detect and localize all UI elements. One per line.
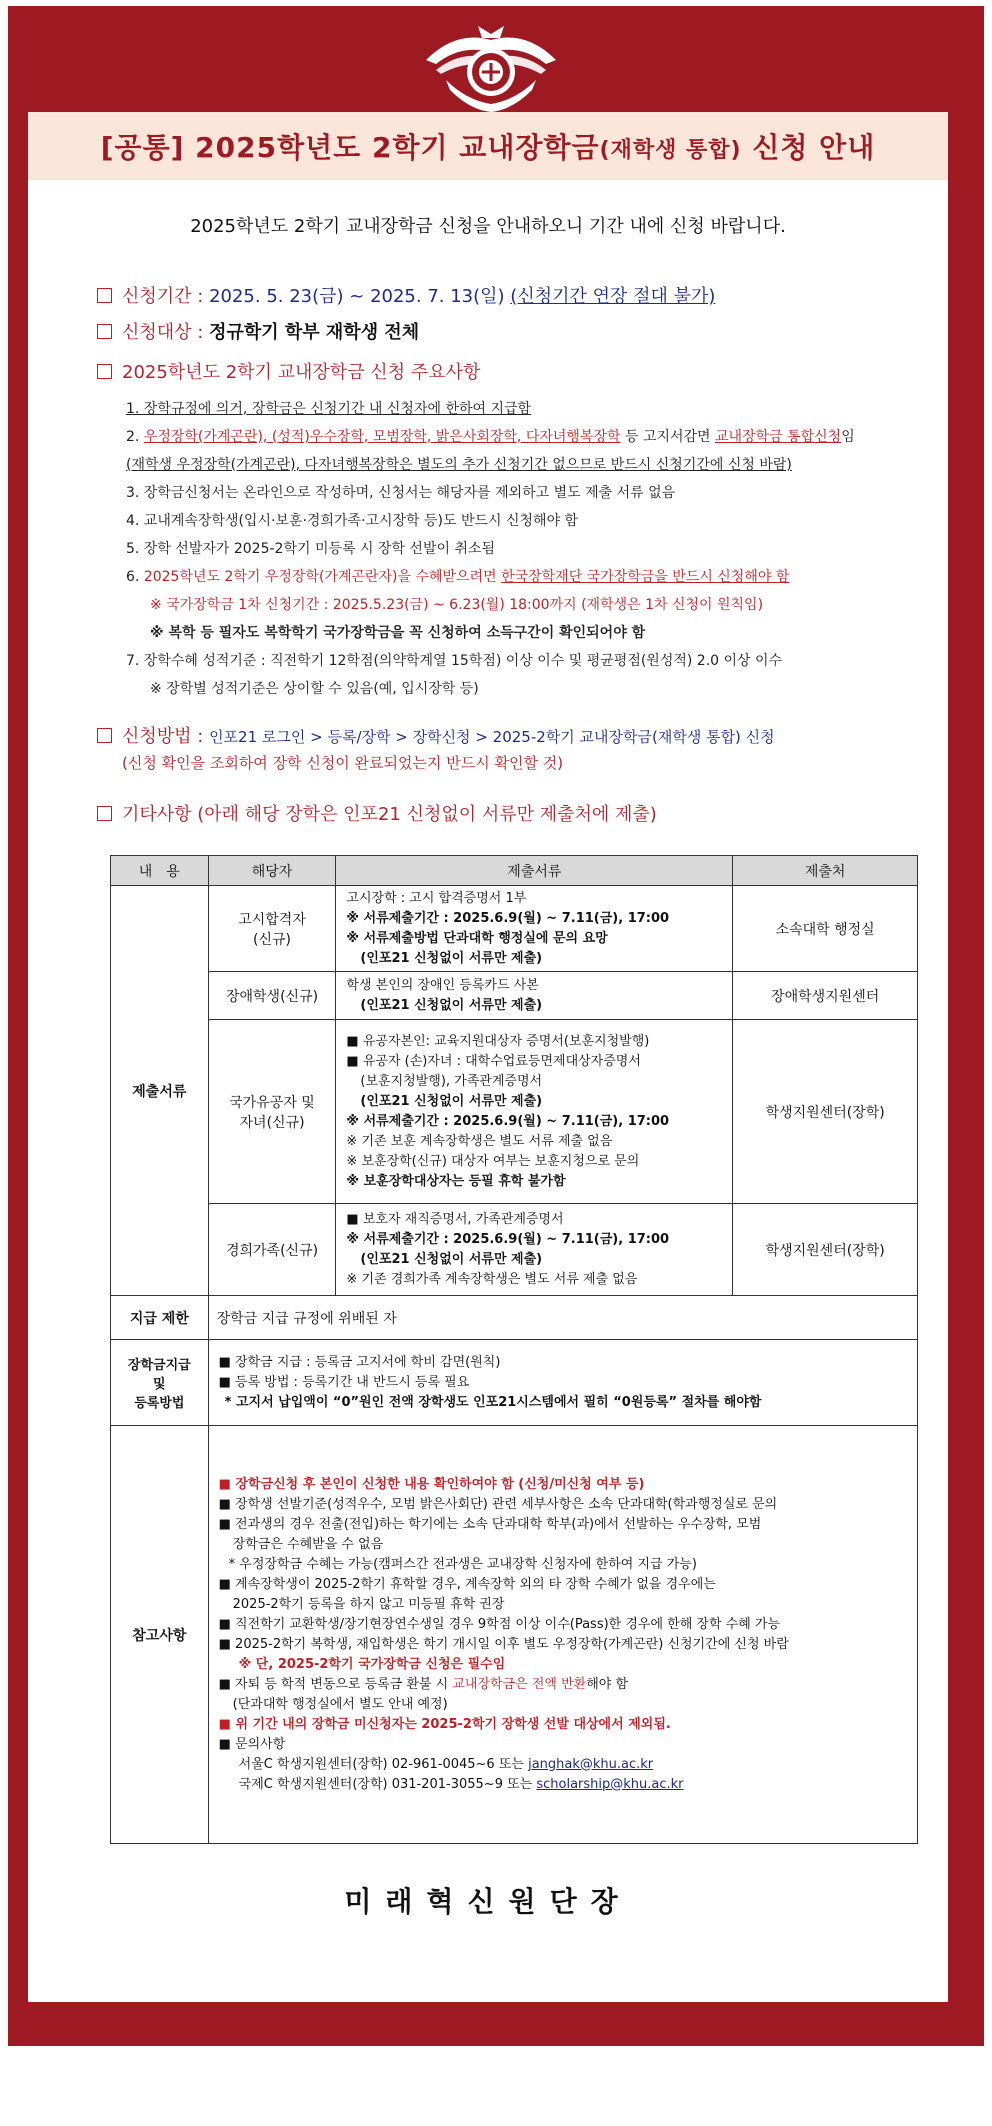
checkbox-icon (97, 806, 112, 821)
checkbox-icon (97, 728, 112, 743)
limit-text: 장학금 지급 규정에 위배된 자 (208, 1296, 917, 1340)
table-header: 내 용 (111, 856, 209, 886)
checkbox-icon (97, 324, 112, 339)
table-row (111, 1020, 918, 1204)
row-place: 소속대학 행정실 (733, 886, 918, 972)
global-email-link[interactable]: scholarship@khu.ac.kr (536, 1776, 684, 1792)
item-4: 4. 교내계속장학생(입시·보훈·경희가족·고시장학 등)도 반드시 신청해야 함 (126, 513, 579, 529)
item-7-sub: ※ 장학별 성적기준은 상이할 수 있음(예, 입시장학 등) (150, 681, 479, 697)
row-who: 국가유공자 및 자녀(신규) (208, 1020, 336, 1204)
signature: 미래혁신원단장 (344, 1885, 632, 1918)
table-row (111, 1426, 918, 1844)
university-emblem-icon (416, 20, 566, 116)
row-docs: ■ 보호자 재직증명서, 가족관계증명서 ※ 서류제출기간 : 2025.6.9(월) ~ 7.11(금), 17:00 (인포21 신청없이 서류만 제출) ※ 기존 경희가족 계속장학생은 별도 서류 제출 없음 (336, 1204, 733, 1296)
checkbox-icon (97, 288, 112, 303)
row-place: 학생지원센터(장학) (733, 1204, 918, 1296)
ref-details: ■ 장학금신청 후 본인이 신청한 내용 확인하여야 함 (신청/미신청 여부 등) ■ 장학생 선발기준(성적우수, 모범 밝은사회단) 관련 세부사항은 소속 단과대학(학과행정실로 문의 ■ 전과생의 경우 전출(전입)하는 학기에는 소속 단과대학 학부(과)에서 선발하는 우수장학, 모범 장학금은 수혜받을 수 없음 * 우정장학금 수혜는 가능(캠퍼스간 전과생은 교내장학 신청자에 한하여 지급 가능) ■ 계속장학생이 2025-2학기 휴학할 경우, 계속장학 외의 타 장학 수혜가 없을 경우에는 2025-2학기 등록을 하지 않고 미등필 휴학 권장 ■ 직전학기 교환학생/장기현장연수생일 경우 9학점 이상 이수(Pass)한 경우에 한해 장학 수혜 가능 ■ 2025-2학기 복학생, 재입학생은 학기 개시일 이후 별도 우정장학(가계곤란) 신청기간에 신청 바람 ※ 단, 2025-2학기 국가장학금 신청은 필수임 ■ 자퇴 등 학적 변동으로 등록금 환불 시 교내장학금은 전액 반환해야 함 (단과대학 행정실에서 별도 안내 예정) ■ 위 기간 내의 장학금 미신청자는 2025-2학기 장학생 선발 대상에서 제외됨. ■ 문의사항 서울C 학생지원센터(장학) 02-961-0045~6 또는 janghak@khu.ac.kr 국제C 학생지원센터(장학) 031-201-3055~9 또는 scholarship@khu.ac.kr (208, 1426, 917, 1844)
item-2: 2. 우정장학(가계곤란), (성적)우수장학, 모범장학, 밝은사회장학, 다자녀행복장학 등 고지서감면 교내장학금 통합신청임 (126, 429, 855, 445)
item-3: 3. 장학금신청서는 온라인으로 작성하며, 신청서는 해당자를 제외하고 별도 제출 서류 없음 (126, 485, 676, 501)
section-etc: 기타사항 (아래 해당 장학은 인포21 신청없이 서류만 제출처에 제출) (97, 800, 657, 826)
pay-details: ■ 장학금 지급 : 등록금 고지서에 학비 감면(원칙) ■ 등록 방법 : 등록기간 내 반드시 등록 필요 * 고지서 납입액이 “0”원인 전액 장학생도 인포21시스템에서 필히 “0원등록” 절차를 해야함 (208, 1340, 917, 1426)
row-place: 장애학생지원센터 (733, 972, 918, 1020)
item-6-sub2: ※ 복학 등 필자도 복학학기 국가장학금을 꼭 신청하여 소득구간이 확인되어야 함 (150, 625, 646, 641)
table-row (111, 1296, 918, 1340)
section-main-heading: 2025학년도 2학기 교내장학금 신청 주요사항 (97, 358, 480, 384)
item-1: 1. 장학규정에 의거, 장학금은 신청기간 내 신청자에 한하여 지급함 (126, 401, 532, 417)
ref-label: 참고사항 (111, 1426, 209, 1844)
method-note: (신청 확인을 조회하여 장학 신청이 완료되었는지 반드시 확인할 것) (122, 754, 564, 772)
item-6-sub1: ※ 국가장학금 1차 신청기간 : 2025.5.23(금) ~ 6.23(월) 18:00까지 (재학생은 1차 신청이 원칙임) (150, 597, 764, 613)
item-2-note: (재학생 우정장학(가계곤란), 다자녀행복장학은 별도의 추가 신청기간 없으므로 반드시 신청기간에 신청 바람) (126, 457, 792, 473)
table-header: 해당자 (208, 856, 336, 886)
seoul-email-link[interactable]: janghak@khu.ac.kr (528, 1756, 654, 1772)
intro-text: 2025학년도 2학기 교내장학금 신청을 안내하오니 기간 내에 신청 바랍니다. (190, 216, 786, 237)
table-row (111, 1340, 918, 1426)
row-docs: 고시장학 : 고시 합격증명서 1부 ※ 서류제출기간 : 2025.6.9(월) ~ 7.11(금), 17:00 ※ 서류제출방법 단과대학 행정실에 문의 요망 (인포21 신청없이 서류만 제출) (336, 886, 733, 972)
row-docs: 학생 본인의 장애인 등록카드 사본 (인포21 신청없이 서류만 제출) (336, 972, 733, 1020)
table-row (111, 972, 918, 1020)
item-5: 5. 장학 선발자가 2025-2학기 미등록 시 장학 선발이 취소됨 (126, 541, 496, 557)
checkbox-icon (97, 364, 112, 379)
section-target: 신청대상 : 정규학기 학부 재학생 전체 (97, 318, 419, 344)
table-header: 제출처 (733, 856, 918, 886)
section-method: 신청방법 : 인포21 로그인 > 등록/장학 > 장학신청 > 2025-2학기 교내장학금(재학생 통합) 신청 (97, 722, 775, 748)
submission-table (110, 855, 918, 1844)
row-who: 장애학생(신규) (208, 972, 336, 1020)
group-label: 제출서류 (111, 886, 209, 1296)
page-title: [공통] 2025학년도 2학기 교내장학금(재학생 통합) 신청 안내 (100, 131, 876, 164)
table-row (111, 886, 918, 972)
row-who: 경희가족(신규) (208, 1204, 336, 1296)
table-header-row (111, 856, 918, 886)
row-place: 학생지원센터(장학) (733, 1020, 918, 1204)
pay-label: 장학금지급 및 등록방법 (111, 1340, 209, 1426)
item-7: 7. 장학수혜 성적기준 : 직전학기 12학점(의약학계열 15학점) 이상 이수 및 평균평점(원성적) 2.0 이상 이수 (126, 653, 783, 669)
row-docs: ■ 유공자본인: 교육지원대상자 증명서(보훈지청발행) ■ 유공자 (손)자녀 : 대학수업료등면제대상자증명서 (보훈지청발행), 가족관계증명서 (인포21 신청없이 서류만 제출) ※ 서류제출기간 : 2025.6.9(월) ~ 7.11(금), 17:00 ※ 기존 보훈 계속장학생은 별도 서류 제출 없음 ※ 보훈장학(신규) 대상자 여부는 보훈지청으로 문의 ※ 보훈장학대상자는 등필 휴학 불가함 (336, 1020, 733, 1204)
item-6: 6. 2025학년도 2학기 우정장학(가계곤란자)을 수혜받으려면 한국장학재단 국가장학금을 반드시 신청해야 함 (126, 569, 790, 585)
limit-label: 지급 제한 (111, 1296, 209, 1340)
row-who: 고시합격자 (신규) (208, 886, 336, 972)
table-header: 제출서류 (336, 856, 733, 886)
table-row (111, 1204, 918, 1296)
section-period: 신청기간 : 2025. 5. 23(금) ~ 2025. 7. 13(일) (신청기간 연장 절대 불가) (97, 282, 715, 308)
